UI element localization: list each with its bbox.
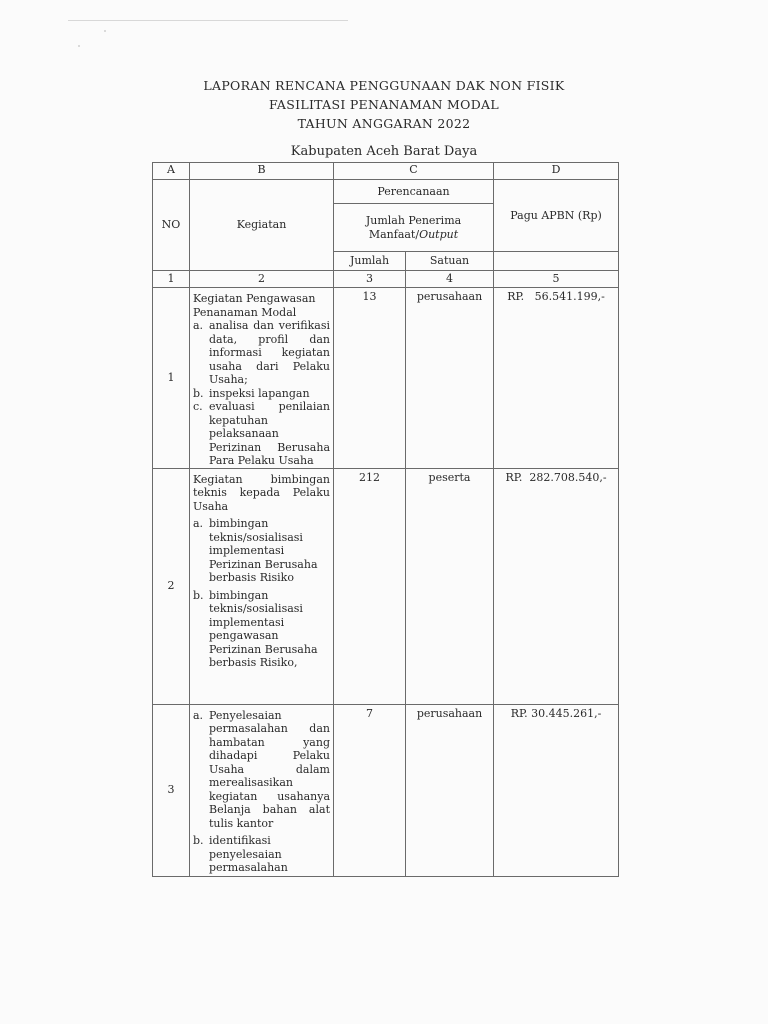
activity-title: Kegiatan bimbingan teknis kepada Pelaku Usaha — [193, 472, 330, 513]
activity-title: Kegiatan Pengawasan Penanaman Modal — [193, 292, 316, 319]
list-item: a. analisa dan verifikasi data, profil dan informasi kegiatan usaha dari Pelaku Usaha; — [193, 319, 330, 386]
column-header-kegiatan: Kegiatan — [190, 180, 334, 271]
activity-cell — [190, 288, 334, 469]
satuan-value: peserta — [406, 468, 494, 704]
penerima-label: Jumlah Penerima Manfaat/ — [365, 214, 462, 241]
activity-cell — [190, 468, 334, 704]
scan-artifact-line — [68, 20, 348, 21]
report-header — [0, 76, 768, 133]
jumlah-value: 212 — [334, 468, 406, 704]
output-label: Output — [419, 227, 459, 241]
column-number-row — [153, 271, 619, 288]
list-item: b. bimbingan teknis/sosialisasi implementasi pengawasan Perizinan Berusaha berbasis Risiko, — [193, 588, 318, 669]
header-letter-d: D — [494, 163, 619, 180]
table-row — [153, 288, 619, 469]
jumlah-value: 13 — [334, 288, 406, 469]
row-number: 2 — [153, 468, 190, 704]
column-number-5: 5 — [494, 271, 619, 288]
region-name: Kabupaten Aceh Barat Daya — [290, 144, 478, 159]
scan-artifact-dot — [78, 45, 80, 47]
column-header-empty — [494, 252, 619, 271]
activity-cell — [190, 704, 334, 876]
table-row — [153, 704, 619, 876]
scan-artifact-dot — [104, 30, 106, 32]
column-header-row-1 — [153, 180, 619, 204]
pagu-value: RP. 282.708.540,- — [494, 468, 619, 704]
report-title-line3: TAHUN ANGGARAN 2022 — [297, 116, 471, 131]
list-item: b. identifikasi penyelesaian permasalahan — [193, 834, 288, 874]
header-letter-c: C — [334, 163, 494, 180]
report-title-line1: LAPORAN RENCANA PENGGUNAAN DAK NON FISIK — [203, 78, 565, 93]
report-table — [152, 162, 619, 877]
list-item: c. evaluasi penilaian kepatuhan pelaksanaan Perizinan Berusaha Para Pelaku Usaha — [193, 400, 330, 467]
column-number-2: 2 — [190, 271, 334, 288]
row-number: 1 — [153, 288, 190, 469]
row-number: 3 — [153, 704, 190, 876]
table-row — [153, 468, 619, 704]
list-item: a. Penyelesaian permasalahan dan hambatan yang dihadapi Pelaku Usaha dalam merealisasikan kegiatan usahanya Belanja bahan alat tulis kantor — [193, 708, 330, 830]
list-item: a. bimbingan teknis/sosialisasi implementasi Perizinan Berusaha berbasis Risiko — [193, 517, 318, 584]
column-number-1: 1 — [153, 271, 190, 288]
column-header-jumlah: Jumlah — [334, 252, 406, 271]
satuan-value: perusahaan — [406, 288, 494, 469]
column-header-satuan: Satuan — [406, 252, 494, 271]
column-number-4: 4 — [406, 271, 494, 288]
column-header-penerima — [334, 204, 494, 252]
header-letter-b: B — [190, 163, 334, 180]
column-header-no: NO — [153, 180, 190, 271]
letter-header-row — [153, 163, 619, 180]
satuan-value: perusahaan — [406, 704, 494, 876]
column-header-perencanaan: Perencanaan — [334, 180, 494, 204]
column-header-pagu: Pagu APBN (Rp) — [494, 180, 619, 252]
pagu-value: RP. 56.541.199,- — [494, 288, 619, 469]
header-letter-a: A — [153, 163, 190, 180]
pagu-value: RP. 30.445.261,- — [494, 704, 619, 876]
column-number-3: 3 — [334, 271, 406, 288]
report-title-line2: FASILITASI PENANAMAN MODAL — [269, 97, 499, 112]
list-item: b. inspeksi lapangan — [193, 386, 310, 400]
jumlah-value: 7 — [334, 704, 406, 876]
